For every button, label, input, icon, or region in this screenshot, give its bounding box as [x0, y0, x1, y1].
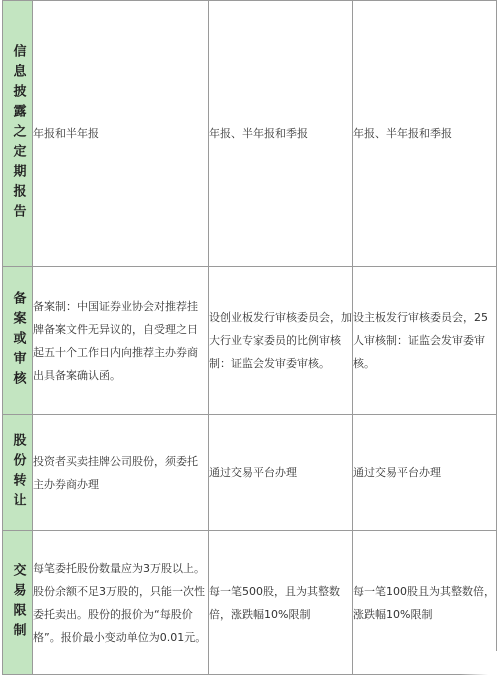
table-cell: 年报、半年报和季报 [209, 1, 353, 267]
table-cell: 通过交易平台办理 [353, 415, 497, 531]
table-cell: 设创业板发行审核委员会，加大行业专家委员的比例审核制：证监会发审委审核。 [209, 267, 353, 415]
table-row [3, 1, 497, 267]
comparison-table [2, 0, 497, 675]
table-cell: 设主板发行审核委员会，25人审核制：证监会发审委审核。 [353, 267, 497, 415]
table-cell: 年报、半年报和季报 [353, 1, 497, 267]
table-row [3, 531, 497, 675]
table-row [3, 267, 497, 415]
table-cell: 通过交易平台办理 [209, 415, 353, 531]
row-header: 股份转让 [3, 415, 33, 531]
table-row [3, 415, 497, 531]
table-cell: 每一笔500股，且为其整数倍，涨跌幅10%限制 [209, 531, 353, 675]
row-header: 信息披露之定期报告 [3, 1, 33, 267]
table-cell: 备案制：中国证券业协会对推荐挂牌备案文件无异议的，自受理之日起五十个工作日内向推荐主办券商出具备案确认函。 [33, 267, 209, 415]
table-cell: 年报和半年报 [33, 1, 209, 267]
table-cell: 每笔委托股份数量应为3万股以上。股份余额不足3万股的，只能一次性委托卖出。股份的报价为“每股价格”。报价最小变动单位为0.01元。 [33, 531, 209, 675]
table-cell: 投资者买卖挂牌公司股份，须委托主办券商办理 [33, 415, 209, 531]
corner-fade [460, 651, 500, 679]
row-header: 备案或审核 [3, 267, 33, 415]
table-cell: 每一笔100股且为其整数倍，涨跌幅10%限制 [353, 531, 497, 675]
row-header: 交易限制 [3, 531, 33, 675]
